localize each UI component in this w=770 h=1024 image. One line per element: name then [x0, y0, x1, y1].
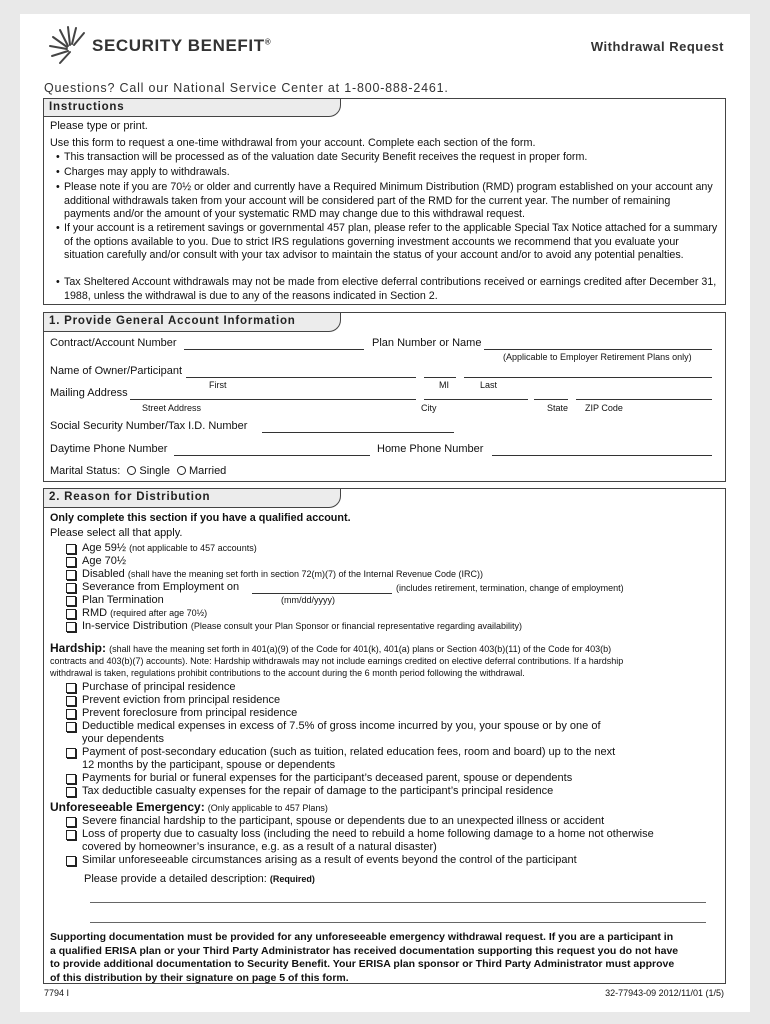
hardship-checkbox[interactable]: [66, 787, 76, 797]
home-phone-field[interactable]: [492, 455, 712, 456]
hardship-checkbox[interactable]: [66, 748, 76, 758]
hardship-checkbox[interactable]: [66, 722, 76, 732]
emergency-checkbox[interactable]: [66, 856, 76, 866]
section-heading: Instructions: [44, 99, 341, 117]
rmd-checkbox[interactable]: [66, 609, 76, 619]
form-revision: 32-77943-09 2012/11/01 (1/5): [605, 988, 724, 998]
daytime-phone-field[interactable]: [174, 455, 370, 456]
instruction-bullet: • Tax Sheltered Account withdrawals may not be made from elective deferral contributions received or earnings credited after December 31, 1988, unless the withdrawal is due to any of the reasons indicated in Section 2.: [56, 276, 717, 302]
hardship-checkbox[interactable]: [66, 696, 76, 706]
hardship-item: Prevent foreclosure from principal residence: [82, 707, 298, 719]
hardship-item: Payments for burial or funeral expenses for the participant’s deceased parent, spouse or dependents: [82, 772, 573, 784]
street-address-field[interactable]: [130, 399, 416, 400]
severance-checkbox[interactable]: [66, 583, 76, 593]
hardship-line1: Hardship: (shall have the meaning set forth in 401(a)(9) of the Code for 401(k), 401(a) plans or Section 403(b)(11) of the Code for 403(b): [50, 641, 612, 655]
single-label: Single: [139, 465, 170, 477]
select-all-note: Please select all that apply.: [50, 527, 183, 539]
emergency-item: Severe financial hardship to the participant, spouse or dependents due to an unexpected illness or accident: [82, 815, 605, 827]
plan-note: (Applicable to Employer Retirement Plans only): [503, 352, 692, 362]
company-name: SECURITY BENEFIT®: [92, 36, 272, 55]
instruction-bullet: • If your account is a retirement savings or governmental 457 plan, please refer to the applicable Special Tax Notice attached for a summary of the options available to you. Due to strict IRS regulations governing investment accounts we recommend that you evaluate your situation carefully and/or consult with your tax advisor to maintain the status of your account and/or to avoid any potential penalties.: [56, 222, 718, 261]
hardship-item: Payment of post-secondary education (such as tuition, related education fees, room and board) up to the next: [82, 746, 616, 758]
owner-last-field[interactable]: [464, 377, 712, 378]
security-benefit-logo-icon: [48, 24, 90, 66]
rmd-label: RMD (required after age 70½): [82, 607, 208, 619]
first-caption: First: [209, 380, 227, 390]
plan-name-field[interactable]: [484, 349, 712, 350]
state-caption: State: [547, 403, 569, 413]
instruction-bullet: • Please note if you are 70½ or older and currently have a Required Minimum Distribution (RMD) program established on your account any additional withdrawals taken from your account will be considered part of the RMD for the current year. The number of remaining payments and/or the amount of your systematic RMD may change due to this withdrawal request.: [56, 181, 713, 220]
unforeseeable-heading: Unforeseeable Emergency: (Only applicable to 457 Plans): [50, 800, 328, 814]
severance-note: (includes retirement, termination, change of employment): [396, 583, 624, 593]
form-page: [20, 14, 750, 1012]
emergency-item: Similar unforeseeable circumstances arising as a result of events beyond the control of the participant: [82, 854, 577, 866]
instructions-section: [43, 98, 726, 305]
description-line-1[interactable]: [90, 902, 706, 903]
age-70-checkbox[interactable]: [66, 557, 76, 567]
city-field[interactable]: [424, 399, 528, 400]
married-label: Married: [189, 465, 227, 477]
hardship-checkbox[interactable]: [66, 709, 76, 719]
street-caption: Street Address: [142, 403, 202, 413]
disabled-label: Disabled (shall have the meaning set forth in section 72(m)(7) of the Internal Revenue Code (IRC)): [82, 568, 484, 580]
owner-mi-field[interactable]: [424, 377, 456, 378]
zip-code-field[interactable]: [576, 399, 712, 400]
service-center-phone: Questions? Call our National Service Center at 1-800-888-2461.: [44, 81, 449, 95]
ssn-label: Social Security Number/Tax I.D. Number: [50, 420, 248, 432]
hardship-line2: contracts and 403(b)(7) accounts). Note: Hardship withdrawals may not include earnings credited on elective deferral contributions. If a hardship: [50, 656, 624, 666]
supporting-docs-note: Supporting documentation must be provided for any unforeseeable emergency withdrawal request. If you are a participant in a qualified ERISA plan or your Third Party Administrator has received documentation supporting this request you do not have to provide additional documentation to Security Benefit. Your ERISA plan sponsor or Third Party Administrator must approve of this distribution by their signature on page 5 of this form.: [50, 931, 679, 984]
date-format-hint: (mm/dd/yyyy): [281, 595, 335, 605]
zip-caption: ZIP Code: [585, 403, 623, 413]
instructions-line1: Please type or print.: [50, 120, 148, 132]
emergency-checkbox[interactable]: [66, 830, 76, 840]
instructions-line2: Use this form to request a one-time withdrawal from your account. Complete each section of the form.: [50, 137, 536, 149]
hardship-item-cont: your dependents: [82, 733, 164, 745]
marital-status-row: [50, 465, 226, 477]
age-70-label: Age 70½: [82, 555, 127, 567]
married-radio[interactable]: [177, 466, 186, 475]
city-caption: City: [421, 403, 437, 413]
daytime-phone-label: Daytime Phone Number: [50, 443, 168, 455]
last-caption: Last: [480, 380, 498, 390]
reason-distribution-section: [43, 488, 726, 984]
mailing-address-label: Mailing Address: [50, 387, 128, 399]
description-prompt: Please provide a detailed description: (Required): [84, 873, 315, 885]
hardship-line3: withdrawal is taken, regulations prohibit contributions to the account during the 6 month period following the withdrawal.: [50, 668, 525, 678]
form-number: 7794 I: [44, 988, 70, 998]
description-line-2[interactable]: [90, 922, 706, 923]
account-info-section: [43, 312, 726, 482]
marital-status-label: Marital Status:: [50, 465, 121, 477]
owner-first-field[interactable]: [186, 377, 416, 378]
severance-date-field[interactable]: [252, 593, 392, 594]
qualified-account-note: Only complete this section if you have a qualified account.: [50, 512, 351, 524]
contract-number-label: Contract/Account Number: [50, 337, 177, 349]
state-field[interactable]: [534, 399, 568, 400]
hardship-checkbox[interactable]: [66, 774, 76, 784]
single-radio[interactable]: [127, 466, 136, 475]
plan-name-label: Plan Number or Name: [372, 337, 482, 349]
page-title: Withdrawal Request: [590, 39, 724, 54]
inservice-label: In-service Distribution (Please consult your Plan Sponsor or financial representative regarding availability): [82, 620, 523, 632]
hardship-item: Deductible medical expenses in excess of 7.5% of gross income incurred by you, your spouse or by one of: [82, 720, 601, 732]
plan-termination-checkbox[interactable]: [66, 596, 76, 606]
plan-termination-label: Plan Termination: [82, 594, 164, 606]
hardship-item: Tax deductible casualty expenses for the repair of damage to the participant’s principal residence: [82, 785, 554, 797]
instruction-bullet: • This transaction will be processed as of the valuation date Security Benefit receives the request in proper form.: [56, 151, 588, 163]
section-heading: 2. Reason for Distribution: [44, 489, 341, 508]
section-heading: 1. Provide General Account Information: [44, 313, 341, 332]
age-59-label: Age 59½ (not applicable to 457 accounts): [82, 542, 257, 554]
hardship-item: Prevent eviction from principal residence: [82, 694, 281, 706]
emergency-item: Loss of property due to casualty loss (including the need to rebuild a home following damage to a home not otherwise: [82, 828, 654, 840]
home-phone-label: Home Phone Number: [377, 443, 484, 455]
severance-label: Severance from Employment on: [82, 581, 240, 593]
instruction-bullet: • Charges may apply to withdrawals.: [56, 166, 230, 178]
contract-number-field[interactable]: [184, 349, 364, 350]
age-59-checkbox[interactable]: [66, 544, 76, 554]
ssn-field[interactable]: [262, 432, 454, 433]
emergency-item-cont: covered by homeowner’s insurance, e.g. as a result of a natural disaster): [82, 841, 437, 853]
hardship-checkbox[interactable]: [66, 683, 76, 693]
mi-caption: MI: [439, 380, 449, 390]
hardship-item: Purchase of principal residence: [82, 681, 236, 693]
inservice-checkbox[interactable]: [66, 622, 76, 632]
emergency-checkbox[interactable]: [66, 817, 76, 827]
disabled-checkbox[interactable]: [66, 570, 76, 580]
hardship-item-cont: 12 months by the participant, spouse or dependents: [82, 759, 336, 771]
owner-name-label: Name of Owner/Participant: [50, 365, 183, 377]
